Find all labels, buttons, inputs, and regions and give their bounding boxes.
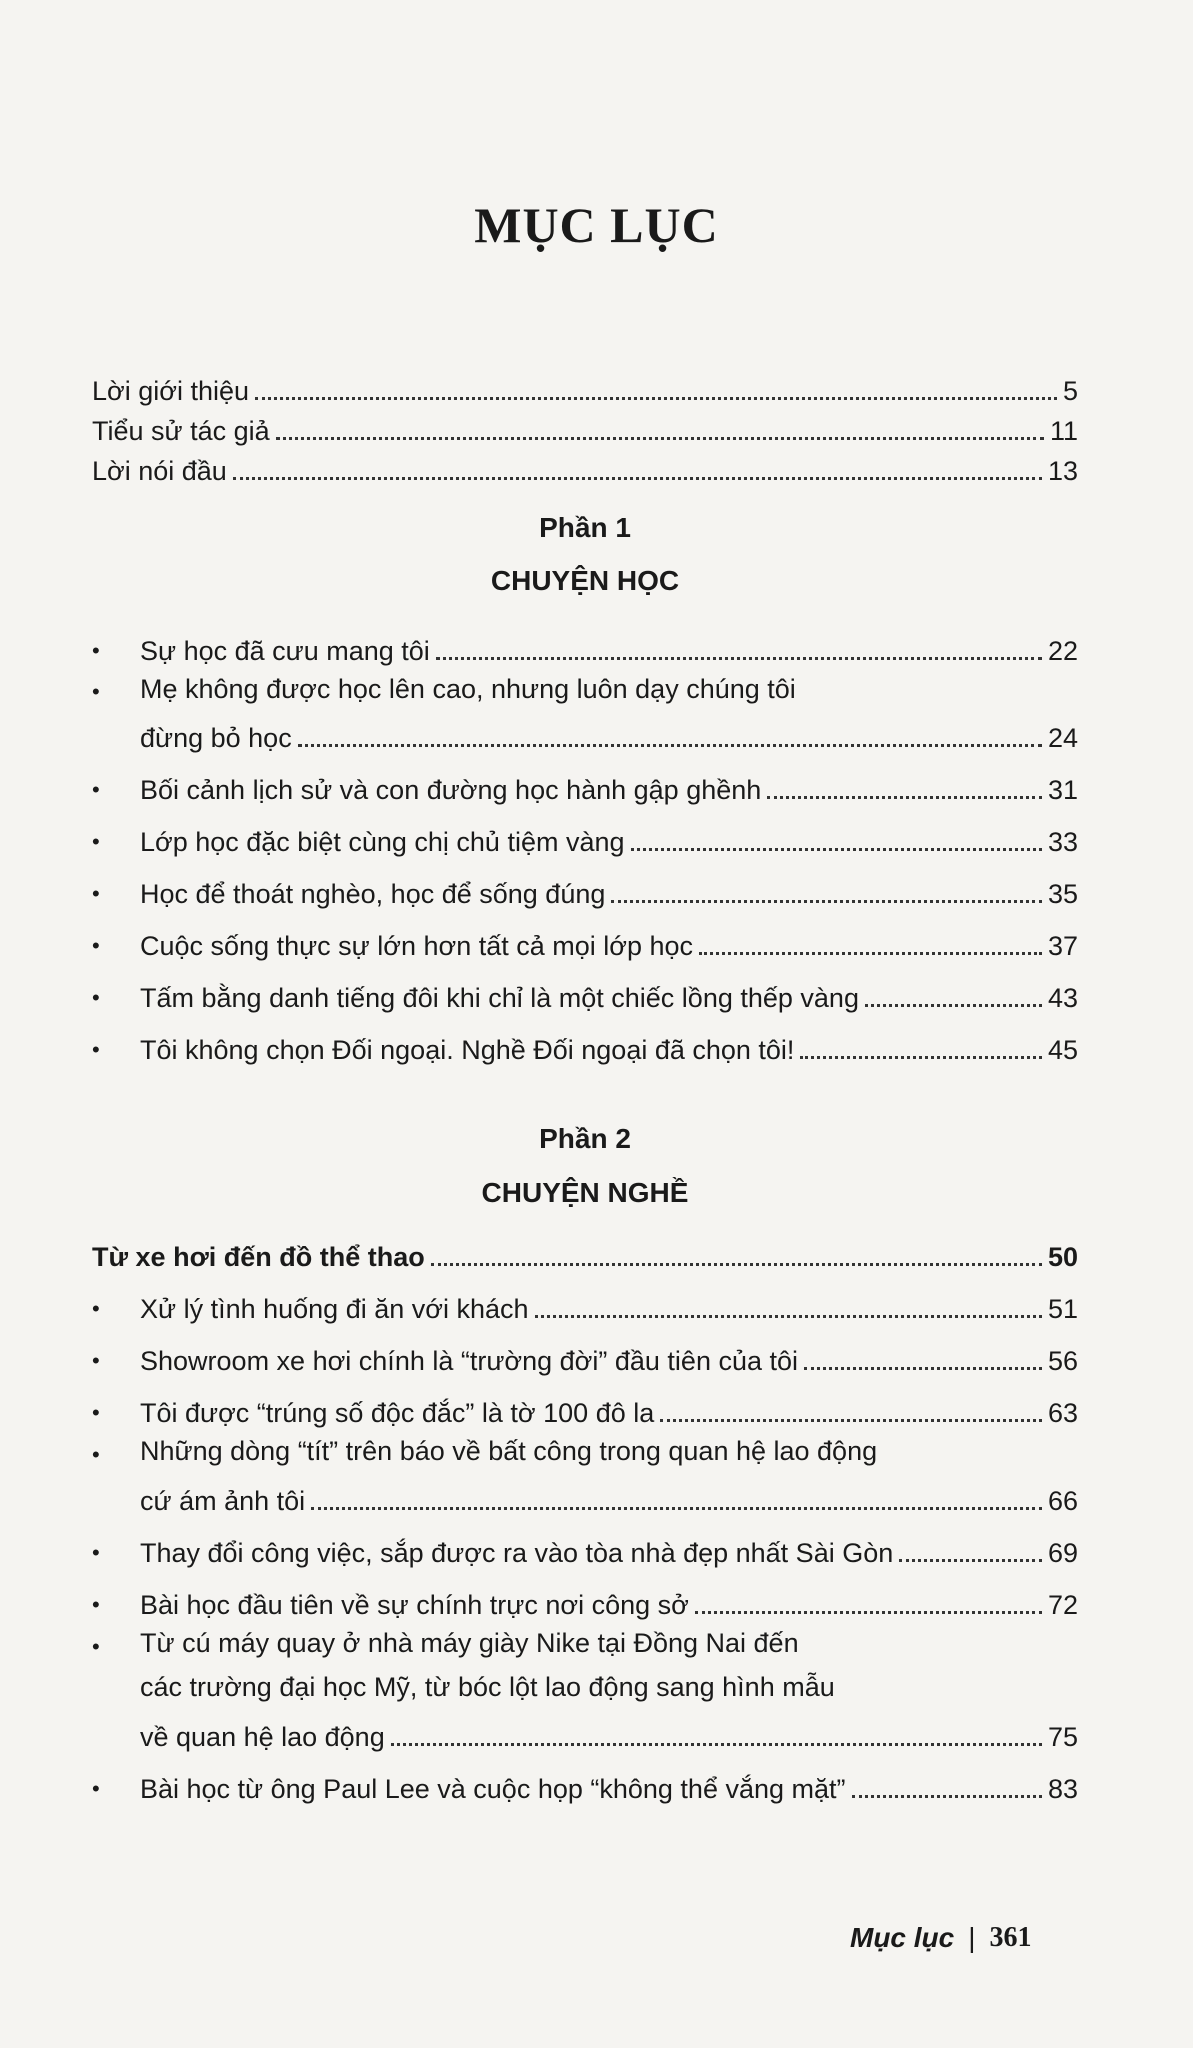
entry-page: 33 [1047,827,1078,857]
leader-dots [298,744,1042,747]
toc-entry [92,1326,1078,1378]
leader-dots [611,900,1042,903]
bullet-icon: • [92,1400,100,1425]
toc-entry [92,1518,1078,1570]
leader-dots [311,1507,1042,1510]
toc-entry [92,859,1078,911]
bullet-icon: • [92,1776,100,1801]
entry-label: Lớp học đặc biệt cùng chị chủ tiệm vàng [140,827,625,857]
entry-label: Bối cảnh lịch sử và con đường học hành gập ghềnh [140,775,762,805]
toc-entry [92,1570,1078,1622]
entry-page: 45 [1047,1035,1078,1065]
entry-page: 56 [1047,1346,1078,1376]
bullet-icon: • [92,679,100,704]
leader-dots [233,477,1042,480]
bullet-icon: • [92,1348,100,1373]
toc-entry [92,963,1078,1015]
entry-label: Showroom xe hơi chính là “trường đời” đầu tiên của tôi [140,1346,799,1376]
leader-dots [660,1419,1042,1422]
leader-dots [695,1611,1042,1614]
entry-label: Tấm bằng danh tiếng đôi khi chỉ là một chiếc lồng thếp vàng [140,983,859,1013]
entry-page: 66 [1047,1486,1078,1516]
bullet-icon: • [92,881,100,906]
entry-label: Tiểu sử tác giả [92,416,270,446]
entry-page: 24 [1047,723,1078,753]
entry-page: 13 [1047,456,1078,486]
entry-label: Bài học từ ông Paul Lee và cuộc họp “không thể vắng mặt” [140,1774,846,1804]
entry-page: 43 [1047,983,1078,1013]
entry-label: Học để thoát nghèo, học để sống đúng [140,879,606,909]
entry-page: 22 [1047,636,1078,666]
entry-label-line1: Mẹ không được học lên cao, nhưng luôn dạy chúng tôi [140,674,796,704]
bullet-icon: • [92,1442,100,1467]
entry-page: 83 [1047,1774,1078,1804]
entry-label: Từ xe hơi đến đồ thể thao [92,1242,425,1272]
part1-subheading: CHUYỆN HỌC [490,565,680,596]
entry-label: Lời giới thiệu [92,376,249,406]
entry-label: về quan hệ lao động [140,1722,385,1752]
toc-entry [92,755,1078,807]
bullet-icon: • [92,1592,100,1617]
entry-label-line1: Từ cú máy quay ở nhà máy giày Nike tại Đồng Nai đến [140,1628,799,1658]
entry-label: Xử lý tình huống đi ăn với khách [140,1294,529,1324]
bullet-icon: • [92,777,100,802]
toc-entry [92,1378,1078,1430]
leader-dots [391,1743,1042,1746]
part2-heading: Phần 2 [539,1123,631,1154]
entry-page: 11 [1049,416,1078,446]
leader-dots [852,1795,1042,1798]
bullet-icon: • [92,933,100,958]
leader-dots [865,1004,1042,1007]
entry-label: Cuộc sống thực sự lớn hơn tất cả mọi lớp học [140,931,694,961]
entry-page: 35 [1047,879,1078,909]
entry-label: cứ ám ảnh tôi [140,1486,306,1516]
leader-dots [899,1559,1042,1562]
leader-dots [436,657,1042,660]
toc-entry [92,1274,1078,1326]
entry-label-line1: Những dòng “tít” trên báo về bất công trong quan hệ lao động [140,1436,878,1466]
leader-dots [631,848,1042,851]
toc-entry [92,911,1078,963]
leader-dots [767,796,1042,799]
entry-page: 69 [1047,1538,1078,1568]
entry-page: 37 [1047,931,1078,961]
entry-page: 5 [1062,376,1078,406]
toc-entry [92,807,1078,859]
toc-entry-preface [92,436,1078,488]
entry-label: Lời nói đầu [92,456,227,486]
toc-entry [92,616,1078,668]
bullet-icon: • [92,638,100,663]
leader-dots [431,1263,1042,1266]
toc-entry [92,1015,1078,1067]
entry-label: Sự học đã cưu mang tôi [140,636,430,666]
bullet-icon: • [92,985,100,1010]
entry-page: 31 [1047,775,1078,805]
entry-page: 50 [1047,1242,1078,1272]
entry-label-line2: các trường đại học Mỹ, từ bóc lột lao động sang hình mẫu [140,1672,835,1702]
page-footer [850,1922,1032,1954]
bullet-icon: • [92,829,100,854]
entry-label: Thay đổi công việc, sắp được ra vào tòa nhà đẹp nhất Sài Gòn [140,1538,894,1568]
toc-entry [92,1754,1078,1806]
leader-dots [804,1367,1042,1370]
toc-section-entry [92,1222,1078,1274]
part2-subheading: CHUYỆN NGHỀ [481,1177,689,1208]
bullet-icon: • [92,1037,100,1062]
footer-label: Mục lục [850,1922,955,1953]
leader-dots [535,1315,1042,1318]
leader-dots [699,952,1042,955]
entry-label: Bài học đầu tiên về sự chính trực nơi công sở [140,1590,689,1620]
part1-heading: Phần 1 [539,512,631,543]
entry-page: 75 [1047,1722,1078,1752]
entry-label: Tôi được “trúng số độc đắc” là tờ 100 đô la [140,1398,655,1428]
entry-page: 51 [1047,1294,1078,1324]
entry-page: 72 [1047,1590,1078,1620]
bullet-icon: • [92,1634,100,1659]
page-number: 361 [989,1922,1032,1953]
page-title: MỤC LỤC [474,197,719,253]
leader-dots [800,1056,1042,1059]
entry-label: Tôi không chọn Đối ngoại. Nghề Đối ngoại đã chọn tôi! [140,1035,795,1065]
entry-page: 63 [1047,1398,1078,1428]
entry-label: đừng bỏ học [140,723,292,753]
bullet-icon: • [92,1296,100,1321]
bullet-icon: • [92,1540,100,1565]
footer-separator: | [968,1922,976,1953]
